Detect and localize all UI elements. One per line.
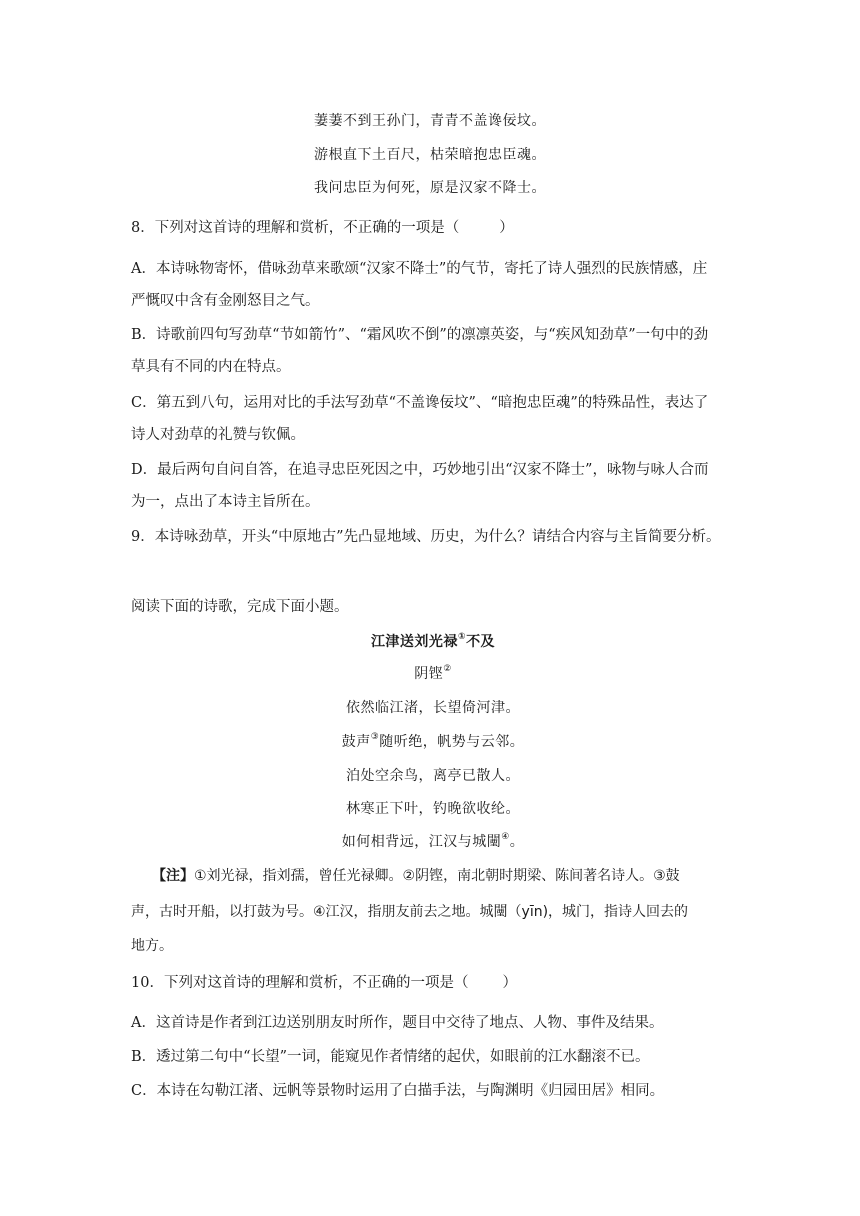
footnote-marker: ③ [370,732,380,742]
poem2-line-part: 随听绝，帆势与云邻。 [379,734,525,750]
question-9-stem: 9．本诗咏劲草，开头“中原地古”先凸显地域、历史，为什么？请结合内容与主旨简要分析。 [131,529,721,545]
poem2-line-part: 鼓声 [341,734,371,750]
poem2-note-line3: 地方。 [131,938,173,954]
option-8d-line2: 为一，点出了本诗主旨所在。 [131,494,320,510]
poem1-line: 萋萋不到王孙门，青青不盖谗佞坟。 [314,113,546,129]
poem1-line: 游根直下土百尺，枯荣暗抱忠臣魂。 [314,147,546,163]
question-10-paren-close: ） [502,975,517,991]
poem2-note-line2: 声，古时开船，以打鼓为号。④江汉，指朋友前去之地。城闉（yīn)，城门，指诗人回去的 [131,904,689,920]
poem2-line-part: 如何相背远，江汉与城闉 [341,834,502,850]
option-10b: B．透过第二句中“长望”一词，能窥见作者情绪的起伏，如眼前的江水翻滚不已。 [131,1049,650,1065]
poem1-line: 我问忠臣为何死，原是汉家不降士。 [314,180,546,196]
poem2-title [0,632,860,652]
footnote-marker: ① [457,632,467,642]
option-8b-line1: B．诗歌前四句写劲草“节如箭竹”、“霜风吹不倒”的凛凛英姿，与“疾风知劲草”一句中的劲 [131,327,709,343]
question-8-stem [131,218,514,238]
poem2-line: 依然临江渚，长望倚河津。 [346,700,520,716]
question-10-text: 10．下列对这首诗的理解和赏析，不正确的一项是（ [131,975,469,991]
poem2-author [0,664,860,684]
question-8-text: 8．下列对这首诗的理解和赏析，不正确的一项是（ [131,220,460,236]
poem2-line [0,832,860,852]
question-8-paren-close: ） [499,220,514,236]
option-8a-line1: A．本诗咏物寄怀，借咏劲草来歌颂“汉家不降士”的气节，寄托了诗人强烈的民族情感，庄 [131,261,708,277]
poem2-line [0,732,860,752]
option-10a: A．这首诗是作者到江边送别朋友时所作，题目中交待了地点、人物、事件及结果。 [131,1015,664,1031]
poem2-title-tail: 不及 [466,634,496,650]
option-10c: C．本诗在勾勒江渚、远帆等景物时运用了白描手法，与陶渊明《归园田居》相同。 [131,1083,665,1099]
footnote-marker: ④ [501,832,510,842]
question-10-stem [131,973,517,993]
option-8a-line2: 严慨叹中含有金刚怒目之气。 [131,293,320,309]
poem2-line-part: 。 [509,834,525,850]
footnote-marker: ② [443,664,452,674]
reading-intro: 阅读下面的诗歌，完成下面小题。 [131,599,349,615]
note-text: ①刘光禄，指刘孺，曾任光禄卿。②阴铿，南北朝时期梁、陈间著名诗人。③鼓 [194,868,680,884]
poem2-title-text: 江津送刘光禄 [370,634,458,650]
poem2-line: 林寒正下叶，钓晚欲收纶。 [346,801,520,817]
option-8d-line1: D．最后两句自问自答，在追寻忠臣死因之中，巧妙地引出“汉家不降士”，咏物与咏人合而 [131,462,709,478]
option-8b-line2: 草具有不同的内在特点。 [131,359,291,375]
poem2-note-line1 [152,866,680,886]
poem2-line: 泊处空余鸟，离亭已散人。 [346,768,520,784]
option-8c-line2: 诗人对劲草的礼赞与钦佩。 [131,427,305,443]
option-8c-line1: C．第五到八句，运用对比的手法写劲草“不盖谗佞坟”、“暗抱忠臣魂”的特殊品性，表达了 [131,395,709,411]
note-label: 【注】 [152,868,194,884]
poem2-author-name: 阴铿 [414,666,444,682]
